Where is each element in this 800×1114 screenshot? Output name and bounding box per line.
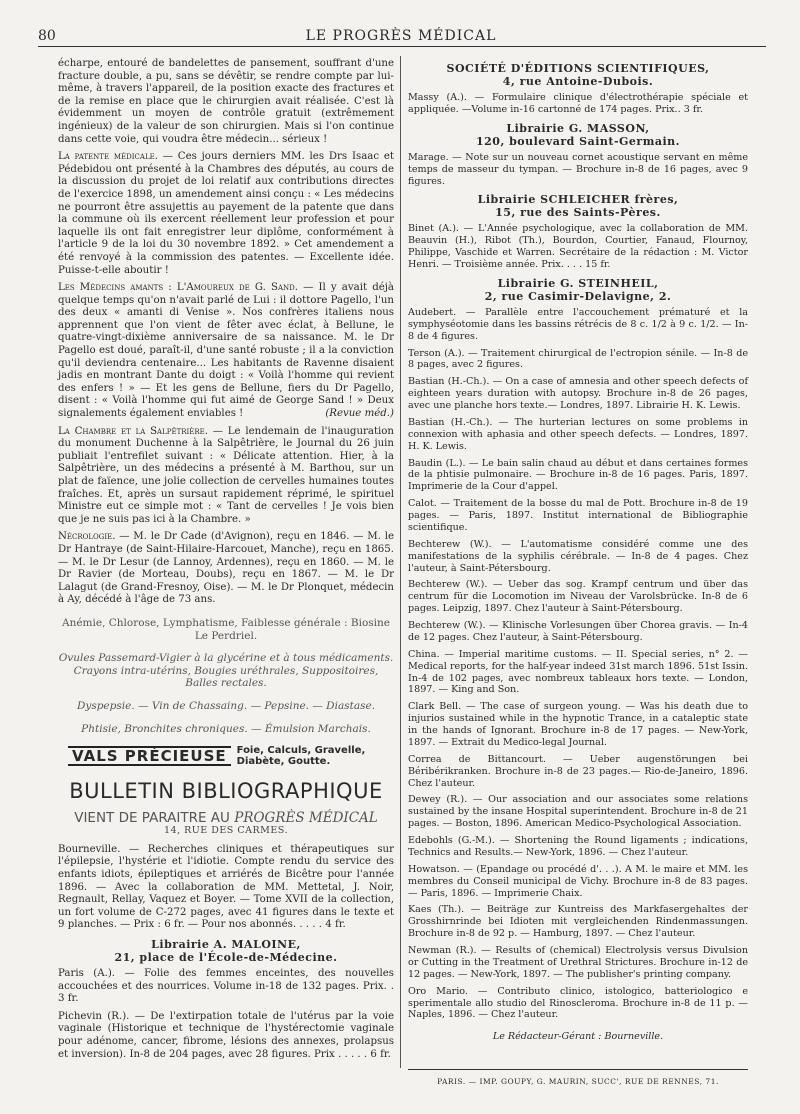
entry-pichevin: Pichevin (R.). — De l'extirpation totale de l'utérus par la voie vaginale (Historique et technique de l'hystérectomie vaginale pour adénome, cancer, fibrome, lésions des annexes, prolapsus et inversion). In-8 de 204 pages, avec 28 figures. Prix . . . . . 6 fr. xyxy=(58,1010,394,1060)
left-column xyxy=(58,58,394,1066)
heading-necrologie: Nécrologie. xyxy=(58,531,116,543)
entry-china: China. — Imperial maritime customs. — II. Special series, n° 2. — Medical reports, for the half-year indeed 31st march 1896. 51st Issin. In-4 de 102 pages, avec nombreux tableaux hors texte. — London, 1897. — King and Son. xyxy=(408,648,748,696)
source-revue: (Revue méd.) xyxy=(325,408,394,420)
paragraph-necrologie: Nécrologie. — M. le Dr Cade (d'Avignon), reçu en 1846. — M. le Dr Hantraye (de Saint-Hilaire-Harcouet, Manche), reçu en 1865. — M. le Dr Lesur (de Lannoy, Ardennes), reçu en 1860. — M. le Dr Ravier (de Morteau, Doubs), reçu en 1867. — M. le Dr Lalagut (de Grand-Fresnoy, Oise). — M. le Dr Plonquet, médecin à Ay, décédé à l'âge de 73 ans. xyxy=(58,531,394,606)
publisher-masson: Librairie G. MASSON, 120, boulevard Saint-Germain. xyxy=(475,121,680,148)
entry-oro-mario: Oro Mario. — Contributo clinico, istologico, batteriologico e sperimentale allo studio del Rinoscleroma. Brochure in-8 de 11 p. — Naples, 1896. — Chez l'auteur. xyxy=(408,985,748,1021)
bulletin-title: BULLETIN BIBLIOGRAPHIQUE xyxy=(69,779,383,804)
printer-footer: PARIS. — IMP. GOUPY, G. MAURIN, SUCC', RUE DE RENNES, 71. xyxy=(437,1077,719,1086)
entry-dewey: Dewey (R.). — Our association and our associates some relations sustained by the insane Hospital superintendent. Brochure in-8 de 21 pages. — Boston, 1896. American Medico-Psychological Association. xyxy=(408,794,748,830)
editor-signature: Le Rédacteur-Gérant : Bourneville. xyxy=(492,1031,664,1043)
ad-dyspepsie: Dyspepsie. — Vin de Chassaing. — Pepsine. — Diastase. xyxy=(76,699,376,712)
publisher-societe: SOCIÉTÉ D'ÉDITIONS SCIENTIFIQUES, 4, rue Antoine-Dubois. xyxy=(446,62,710,88)
journal-title: LE PROGRÈS MÉDICAL xyxy=(305,28,497,44)
heading-salpetriere: La Chambre et la Salpêtrière. xyxy=(58,425,209,437)
footer-rule xyxy=(408,1069,748,1070)
entry-kaes: Kaes (Th.). — Beiträge zur Kuntreiss des Markfasergehaltes der Grosshirnrinde bei Idioten mit vergleichenden Rindenmassungen. Brochure in-8 de 92 p. — Hamburg, 1897. — Chez l'auteur. xyxy=(408,904,748,940)
entry-massy: Massy (A.). — Formulaire clinique d'électrothérapie spéciale et appliquée. —Volume in-16 cartonné de 174 pages. Prix.. 3 fr. xyxy=(408,92,748,115)
vient-address: 14, RUE DES CARMES. xyxy=(164,825,288,837)
entry-calot: Calot. — Traitement de la bosse du mal de Pott. Brochure in-8 de 19 pages. — Paris, 1897. Institut international de Bibliographie scientifique. xyxy=(408,498,748,533)
ad-phtisie: Phtisie, Bronchites chroniques. — Émulsion Marchais. xyxy=(81,722,371,735)
entry-bastian-1: Bastian (H.-Ch.). — On a case of amnesia and other speech defects of eighteen years duration with autopsy. Brochure in-8 de 26 pages, avec une planche hors texte.— Londres, 1897. Librairie H. K. Lewis. xyxy=(408,376,748,411)
entry-clark: Clark Bell. — The case of surgeon young. — Was his death due to injurios sustained while in the hypnotic Trance, in a cataleptic state in the hands of Ignorant. Brochure in-8 de 17 pages. — New-York, 1897. — Extrait du Medico-legal Journal. xyxy=(408,701,748,748)
entry-bechterew-3: Bechterew (W.). — Klinische Vorlesungen über Chorea gravis. — In-4 de 12 pages. Chez l'auteur, à Saint-Pétersbourg. xyxy=(408,620,748,643)
right-column xyxy=(408,58,748,1049)
vient-de-paraitre: VIENT DE PARAITRE AU PROGRÈS MÉDICAL xyxy=(74,809,378,826)
entry-edebohls: Edebohls (G.-M.). — Shortening the Round ligaments ; indications, Technics and Results.— New-York, 1896. — Chez l'auteur. xyxy=(408,835,748,858)
heading-patente: La patente médicale. xyxy=(58,151,158,163)
entry-bechterew-2: Bechterew (W.). — Ueber das sog. Krampf centrum und über das centrum für die Locomotion im Niveau der Varolsbrücke. In-8 de 6 pages. Leipzig, 1897. Chez l'auteur à Saint-Pétersbourg. xyxy=(408,579,748,615)
entry-newman: Newman (R.). — Results of (chemical) Electrolysis versus Divulsion or Cutting in the Treatment of Urethral Strictures. Brochure in-12 de 12 pages. — New-York, 1897. — The publisher's printing company. xyxy=(408,945,748,980)
entry-binet: Binet (A.). — L'Année psychologique, avec la collaboration de MM. Beauvin (H.), Ribot (Th.), Bourdon, Courtier, Fanaud, Flournoy, Philippe, Vaschide et Warren. Secrétaire de la rédaction : M. Victor Henri. — Troisième année. Prix. . . . 15 fr. xyxy=(408,223,748,270)
page-number: 80 xyxy=(38,28,56,44)
heading-amants: Les Médecins amants : L'Amoureux de G. Sand. xyxy=(58,282,299,294)
entry-bastian-2: Bastian (H.-Ch.). — The hurterian lectures on some problems in connexion with aphasia and other speech defects. — Londres, 1897. H. K. Lewis. xyxy=(408,416,748,452)
header-rule xyxy=(38,46,766,47)
paragraph-fracture: écharpe, entouré de bandelettes de pansement, souffrant d'une fracture double, a pu, sans se dévêtir, se rendre compte par lui-même, à travers l'appareil, de la position exacte des fractures et de la remise en place que le chirurgien avait réalisée. C'est là évidemment un moyen de contrôle gratuit (extrêmement ingénieux) de la valeur de son chirurgien. Mais si l'on continue dans cette voie, qui voudra être médecin... sérieux ! xyxy=(58,58,394,145)
vals-text: Foie, Calculs, Gravelle, Diabète, Goutte. xyxy=(236,745,366,768)
paragraph-patente: La patente médicale. — Ces jours derniers MM. les Drs Isaac et Pédebidou ont présenté à la Chambres des députés, au cours de la discussion du projet de loi relatif aux contributions directes de l'exercice 1898, un amendement ainsi conçu : « Les médecins ne pourront être assujettis au payement de la patente que dans la commune où ils exercent réellement leur profession et pour laquelle ils ont fait enregistrer leur diplôme, conformément à l'article 9 de la loi du 30 novembre 1892. » Cet amendement a été renvoyé à la commission des patentes. — Excellente idée. Puisse-t-elle aboutir ! xyxy=(58,151,394,276)
page-header xyxy=(38,28,764,48)
vals-logo: VALS PRÉCIEUSE xyxy=(68,746,231,767)
paragraph-salpetriere: La Chambre et la Salpêtrière. — Le lendemain de l'inauguration du monument Duchenne à la Salpêtrière, le Journal du 26 juin publiait l'entrefilet suivant : « Délicate attention. Hier, à la Salpêtrière, un des médecins a présenté à M. Barthou, sur un plat de faïence, une jolie collection de cervelles humaines toutes fraîches. Et, après un sursaut rapidement réprimé, le spirituel Ministre eut ce simple mot : « Tant de cervelles ! Je vois bien que je ne suis pas ici à la Chambre. » xyxy=(58,425,394,525)
ad-biosine: Anémie, Chlorose, Lymphatisme, Faiblesse générale : Biosine Le Perdriel. xyxy=(62,616,390,642)
ad-vals xyxy=(68,745,394,767)
column-divider xyxy=(400,56,401,1068)
entry-bourneville: Bourneville. — Recherches cliniques et thérapeutiques sur l'épilepsie, l'hystérie et l'idiotie. Compte rendu du service des enfants idiots, épileptiques et arriérés de Bicêtre pour l'année 1896. — Avec la collaboration de MM. Mettetal, J. Noir, Regnault, Rellay, Vaquez et Boyer. — Tome XVII de la collection, un fort volume de C-272 pages, avec 41 figures dans le texte et 9 planches. — Prix : 6 fr. — Pour nos abonnés. . . . . 4 fr. xyxy=(58,843,394,931)
paragraph-amants: Les Médecins amants : L'Amoureux de G. Sand. — Il y avait déjà quelque temps qu'on n'avait parlé de Lui : il dottore Pagello, l'un des deux « amanti di Venise ». Nos confrères italiens nous apprennent que l'on vient de fêter avec éclat, à Bellune, le quatre-vingt-dixième anniversaire de sa naissance. M. le Dr Pagello est doué, paraît-il, d'une santé robuste ; il a la conviction qu'il deviendra centenaire... Les habitants de Ravenne disaient jadis en montrant Dante du doigt : « Voilà l'homme qui revient des enfers ! » — Et les gens de Bellune, fiers du Dr Pagello, disent : « Voilà l'homme qui fut aimé de George Sand ! » Deux signalements également enviables ! (Revue méd.) xyxy=(58,282,394,420)
entry-howatson: Howatson. — (Epandage ou procédé d'. . .). A M. le maire et MM. les membres du Conseil municipal de Vichy. Brochure in-8 de 83 pages. — Paris, 1896. — Imprimerie Chaix. xyxy=(408,863,748,899)
entry-bechterew-1: Bechterew (W.). — L'automatisme considéré comme une des manifestations de la syphilis cérébrale. — In-8 de 4 pages. Chez l'auteur, à Saint-Pétersbourg. xyxy=(408,538,748,574)
publisher-schleicher: Librairie SCHLEICHER frères, 15, rue des Saints-Pères. xyxy=(477,193,679,220)
publisher-steinheil: Librairie G. STEINHEIL, 2, rue Casimir-Delavigne, 2. xyxy=(484,276,672,303)
entry-paris: Paris (A.). — Folie des femmes enceintes, des nouvelles accouchées et des nourrices. Volume in-18 de 132 pages. Prix. . 3 fr. xyxy=(58,968,394,1005)
entry-marage: Marage. — Note sur un nouveau cornet acoustique servant en même temps de masseur du tympan. — Brochure in-8 de 16 pages, avec 9 figures. xyxy=(408,151,748,187)
publisher-maloine: Librairie A. MALOINE, 21, place de l'École-de-Médecine. xyxy=(114,938,338,965)
entry-correa: Correa de Bittancourt. — Ueber augenstörungen bei Béribérikranken. Brochure in-8 de 23 pages.— Rio-de-Janeiro, 1896. Chez l'auteur. xyxy=(408,753,748,789)
ad-ovules: Ovules Passemard-Vigier à la glycérine et à tous médicaments. Crayons intra-utérins, Bougies uréthrales, Suppositoires, Balles rectales. xyxy=(58,652,394,690)
entry-baudin: Baudin (L.). — Le bain salin chaud au début et dans certaines formes de la phtisie pulmonaire. — Brochure in-8 de 16 pages. Paris, 1897. Imprimerie de la Cour d'appel. xyxy=(408,457,748,493)
entry-terson: Terson (A.). — Traitement chirurgical de l'ectropion sénile. — In-8 de 8 pages, avec 2 figures. xyxy=(408,347,748,371)
entry-audebert: Audebert. — Parallèle entre l'accouchement prématuré et la symphyséotomie dans les bassins rétrécis de 8 c. 1/2 à 9 c. 1/2. — In-8 de 4 figures. xyxy=(408,306,748,342)
